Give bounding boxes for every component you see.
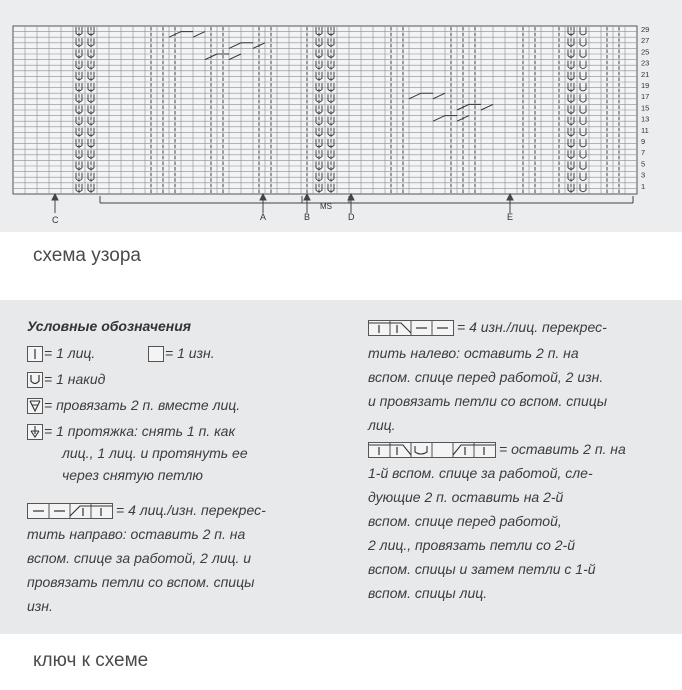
knitting-chart-panel	[0, 0, 682, 232]
legend-skpo-line-3: через снятую петлю	[62, 467, 203, 483]
knit-symbol	[27, 346, 43, 362]
legend-skpo-line-2: лиц., 1 лиц. и протянуть ее	[62, 445, 248, 461]
row-number: 11	[641, 125, 649, 135]
row-number: 29	[641, 25, 650, 34]
legend-cross-six-line-3: дующие 2 п. оставить на 2-й	[368, 489, 564, 505]
legend-cross-six-line-2: 1-й вспом. спице за работой, сле-	[368, 465, 593, 481]
legend-cross-right-line-3: вспом. спице за работой, 2 лиц. и	[27, 550, 252, 566]
legend-title: Условные обозначения	[27, 318, 192, 334]
row-number: 1	[641, 181, 646, 191]
marker-a: A	[260, 212, 267, 222]
legend-cross-six-line-7: вспом. спицы лиц.	[368, 585, 488, 601]
row-number: 9	[641, 137, 646, 146]
legend-cross-right-line-5: изн.	[27, 598, 53, 614]
purl-symbol	[148, 346, 164, 362]
legend-skpo-line-1: = 1 протяжка: снять 1 п. как	[44, 423, 236, 439]
marker-b: B	[304, 212, 311, 222]
yarn-over-symbol	[27, 372, 43, 388]
legend-cross-six-line-1: = оставить 2 п. на	[499, 441, 626, 457]
legend-purl: = 1 изн.	[165, 345, 215, 361]
cross-right-symbol	[27, 503, 113, 519]
legend-cross-left-line-1: = 4 изн./лиц. перекрес-	[457, 319, 607, 335]
skpo-symbol	[27, 424, 43, 440]
cross-six-symbol	[368, 442, 496, 458]
row-number: 21	[641, 69, 650, 79]
knitting-chart	[0, 0, 682, 232]
row-number: 3	[641, 170, 646, 180]
chart-caption: схема узора	[33, 245, 141, 266]
legend-panel	[0, 300, 682, 634]
row-number: 7	[641, 148, 646, 158]
legend-cross-six-line-4: вспом. спице перед работой,	[368, 513, 562, 529]
cross-left-symbol	[368, 320, 454, 336]
legend-cross-right-line-1: = 4 лиц./изн. перекрес-	[116, 502, 266, 518]
marker-ms: MS	[320, 202, 332, 211]
legend-cross-left-line-4: и провязать петли со вспом. спицы	[368, 393, 608, 409]
legend-knit: = 1 лиц.	[44, 345, 96, 361]
marker-e: E	[507, 212, 514, 222]
legend-cross-right-line-2: тить направо: оставить 2 п. на	[27, 526, 246, 542]
legend-cross-six-line-5: 2 лиц., провязать петли со 2-й	[368, 537, 576, 553]
legend-cross-left-line-5: лиц.	[368, 417, 396, 433]
legend-cross-six-line-6: вспом. спицы и затем петли с 1-й	[368, 561, 596, 577]
row-number: 19	[641, 81, 650, 90]
legend-cross-left-line-2: тить налево: оставить 2 п. на	[368, 345, 579, 361]
row-number: 23	[641, 58, 650, 68]
key-caption: ключ к схеме	[33, 650, 149, 671]
row-number: 25	[641, 47, 650, 57]
row-number: 27	[641, 36, 650, 46]
legend-yarn-over: = 1 накид	[44, 371, 106, 387]
legend-cross-left-line-3: вспом. спице перед работой, 2 изн.	[368, 369, 604, 385]
legend-cross-right-line-4: провязать петли со вспом. спицы	[27, 574, 255, 590]
row-number: 5	[641, 159, 646, 169]
row-number: 13	[641, 114, 650, 124]
marker-d: D	[348, 212, 355, 222]
marker-c: C	[52, 215, 59, 225]
row-number: 17	[641, 92, 650, 102]
k2tog-symbol	[27, 398, 43, 414]
row-number: 15	[641, 103, 650, 113]
legend-k2tog: = провязать 2 п. вместе лиц.	[44, 397, 241, 413]
